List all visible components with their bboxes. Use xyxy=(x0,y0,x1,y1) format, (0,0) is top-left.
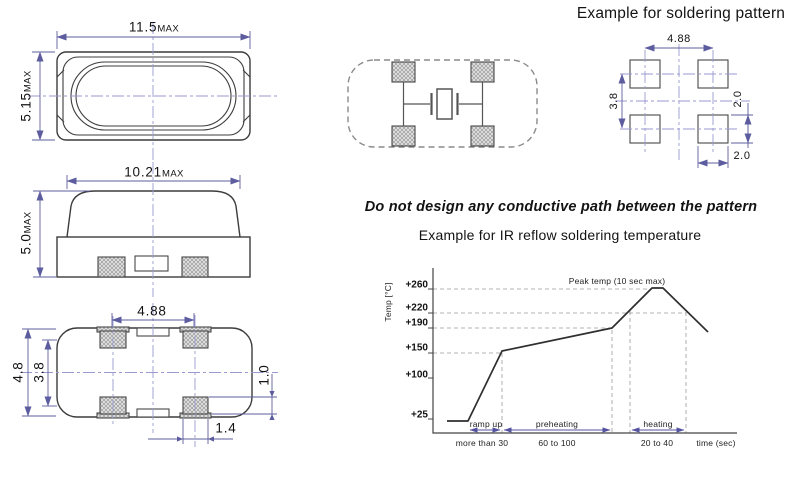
y-tick-label: +190 xyxy=(405,317,428,329)
chart-y-axis-label: Temp [°C] xyxy=(383,282,393,322)
chart-axis xyxy=(433,268,737,433)
phase-duration: 60 to 100 xyxy=(538,438,576,448)
phase-label: heating xyxy=(643,419,673,429)
side-view-drawing xyxy=(33,162,250,297)
dim-value: 10.21 xyxy=(124,164,162,180)
side-pad-left xyxy=(98,257,125,277)
dim-side-width xyxy=(124,165,184,180)
dim-bottom-pad-height: 1.0 xyxy=(256,364,272,386)
dim-side-height xyxy=(19,212,34,255)
top-view-drawing xyxy=(28,19,280,163)
pattern-dim-pad-size-vertical: 2.0 xyxy=(732,90,744,108)
reflow-chart xyxy=(428,268,737,433)
crystal-symbol xyxy=(432,89,458,119)
temperature-profile-line xyxy=(447,288,708,421)
pattern-dim-pad-size-horizontal: 2.0 xyxy=(733,150,751,162)
chart-x-axis-label: time (sec) xyxy=(696,438,736,448)
y-tick-label: +100 xyxy=(405,369,428,381)
schematic-outline xyxy=(348,60,537,147)
phase-duration: more than 30 xyxy=(455,438,509,448)
pattern-dim-pad-span-x: 4.88 xyxy=(667,33,691,45)
pattern-dim-pad-span-y: 3.8 xyxy=(608,92,620,110)
land-pattern-schematic xyxy=(348,60,537,147)
dim-suffix: MAX xyxy=(22,70,34,93)
dim-value: 5.15 xyxy=(18,92,34,122)
ir-reflow-title: Example for IR reflow soldering temperature xyxy=(418,227,702,243)
phase-duration: 20 to 40 xyxy=(640,438,674,448)
dim-bottom-pad-span-x: 4.88 xyxy=(137,303,167,319)
soldering-pattern-title: Example for soldering pattern xyxy=(576,5,786,22)
dim-bottom-pad-span-y: 3.8 xyxy=(31,361,47,383)
top-view-dimension-lines xyxy=(32,31,250,140)
dim-bottom-body-width: 4.8 xyxy=(10,361,26,383)
y-tick-label: +25 xyxy=(411,409,428,421)
bottom-view-drawing xyxy=(20,303,278,447)
phase-label: preheating xyxy=(535,419,579,429)
chart-tick-marks xyxy=(428,289,433,419)
dim-bottom-pad-width: 1.4 xyxy=(215,420,237,436)
y-tick-label: +260 xyxy=(405,279,428,291)
dim-top-width xyxy=(129,20,179,35)
peak-temp-annotation: Peak temp (10 sec max) xyxy=(568,276,666,286)
dim-value: 5.0 xyxy=(18,233,34,255)
dim-suffix: MAX xyxy=(22,211,34,234)
dim-suffix: MAX xyxy=(157,23,180,35)
dim-suffix: MAX xyxy=(162,168,184,180)
side-pad-right xyxy=(182,257,208,277)
side-view-dome xyxy=(67,191,240,237)
top-view-centerlines xyxy=(28,19,280,163)
conductive-path-warning: Do not design any conductive path between the pattern xyxy=(364,199,758,215)
side-center-tab xyxy=(135,256,168,271)
y-tick-label: +220 xyxy=(405,302,428,314)
bottom-view-centerlines xyxy=(20,303,278,447)
chart-gridlines xyxy=(433,289,686,433)
dim-value: 11.5 xyxy=(128,19,158,35)
y-tick-label: +150 xyxy=(405,342,428,354)
phase-label: ramp up xyxy=(469,419,503,429)
dim-top-height xyxy=(19,70,34,121)
